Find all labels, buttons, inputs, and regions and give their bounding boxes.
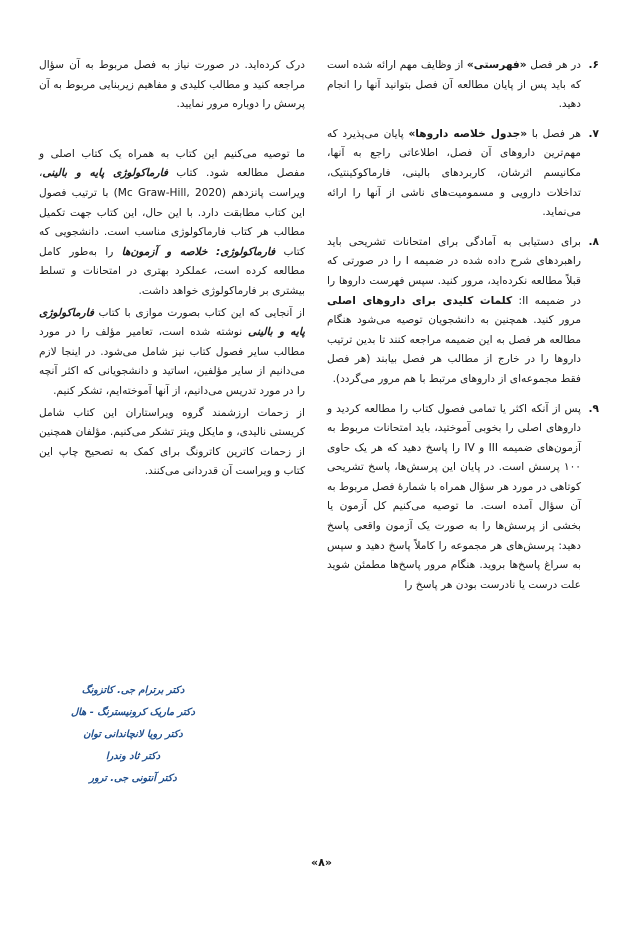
body-paragraph (39, 145, 305, 302)
text-run: در هر فصل (526, 59, 581, 71)
page-number: «۸» (311, 856, 332, 869)
numbered-item (327, 233, 599, 390)
bold-text: کلمات کلیدی برای داروهای اصلی (327, 294, 513, 307)
text-run: درک کرده‌اید. در صورت نیاز به فصل مربوط به آن سؤال مراجعه کنید و مطالب کلیدی و مفاهیم زیربنایی مربوط به آن پرسش را دوباره مرور نمایید. (39, 59, 305, 111)
text-run: نوشته شده است، تعامیر مؤلف را در مورد مطالب سایر فصول کتاب نیز شامل می‌شود. در اینجا لازم می‌دانیم از سایر مؤلفین، اساتید و دانشجویانی که اکثر آنچه را در مورد تدریس می‌دانیم، از آنها آموخته‌ایم، تشکر کنیم. (39, 326, 305, 397)
text-run: ما توصیه می‌کنیم این کتاب به همراه یک کتاب اصلی و مفصل مطالعه شود. کتاب (39, 147, 306, 180)
text-run: هر فصل با (527, 127, 582, 140)
item-number: ۶. (588, 59, 599, 71)
bold-text: «جدول خلاصه داروها» (408, 127, 528, 140)
emphasis-text: فارماکولوژی پایه و بالینی (42, 167, 168, 180)
bold-text: «فهرستی» (466, 59, 527, 71)
text-run: ، ویراست پانزدهم (Mc Graw-Hill, 2020) با ترتیب فصول این کتاب مطابقت دارد. با این حال، این کتاب جهت تکمیل مطالب هر کتاب فارماکولوژی مناسب است. دانشجویی که کتاب (39, 167, 306, 258)
text-run: از آنجایی که این کتاب بصورت موازی با کتاب (93, 306, 305, 319)
spacer (39, 115, 305, 145)
text-run: از زحمات ارزشمند گروه ویراستاران این کتاب شامل کریستی نالیدی، و مایکل ویتز تشکر می‌کنیم. مؤلفان همچنین از زحمات کاترین کاترونگ برای کمک به تصحیح چاپ این کتاب و ویراست آن قدردانی می‌کنند. (39, 406, 305, 478)
numbered-item (327, 56, 599, 115)
numbered-item (327, 125, 599, 223)
author-name: دکتر ماریک کرونیسترنگ - هال (71, 707, 195, 718)
spacer (327, 115, 599, 125)
left-column (39, 56, 305, 482)
item-number: ۷. (588, 127, 599, 140)
item-text (327, 125, 581, 223)
authors-signature (33, 680, 233, 790)
item-text (327, 400, 581, 596)
emphasis-text: فارماکولوژی: خلاصه و آزمون‌ها (121, 245, 276, 258)
author-name: دکتر برترام جی. کاتزونگ (81, 685, 185, 696)
body-paragraph (39, 56, 305, 115)
numbered-item (327, 400, 599, 596)
text-run: مرور کنید. همچنین به دانشجویان توصیه می‌شود هنگام مطالعه هر فصل به این ضمیمه مراجعه کنند تا بدین ترتیب داروها را در خارج از مطالب هر فصل بیابند (هر فصل فقط مجموعه‌ای از داروهای مرتبط با هم مرور می‌گردد). (327, 314, 581, 385)
body-paragraph (39, 404, 305, 482)
spacer (327, 223, 599, 233)
author-name: دکتر رویا لانچاندانی توان (83, 729, 183, 740)
author-name: دکتر آنتونی جی. ترور (89, 773, 177, 784)
item-text (327, 233, 581, 390)
text-run: برای دستیابی به آمادگی برای امتحانات تشریحی باید راهبردهای شرح داده شده در ضمیمه I را در صورتی که قبلاً مطالعه نکرده‌اید، مرور کنید. سپس فهرست داروها را در ضمیمه II: (327, 235, 581, 307)
text-run: پس از آنکه اکثر یا تمامی فصول کتاب را مطالعه کردید و داروهای اصلی را بخوبی آموختید، باید امتحانات مربوط به آزمون‌های ضمیمه III و IV را پاسخ دهید که هر یک حاوی ۱۰۰ پرسش است. در پایان این پرسش‌ها، پاسخ تشریحی کوتاهی در مورد هر سؤال همراه با شمارهٔ فصل مربوط به آن سؤال آمده است. ما توصیه می‌کنیم کل آزمون یا بخشی از پرسش‌ها را به صورت یک آزمون واقعی پاسخ دهید: پرسش‌های هر مجموعه را کاملاً پاسخ دهید و سپس به سراغ پاسخ‌ها بروید. هنگام مرور پاسخ‌ها مطمئن شوید علت درست یا نادرست بودن هر پاسخ را (327, 402, 581, 591)
text-run: پایان می‌پذیرد که مهم‌ترین داروهای آن فصل، اطلاعاتی راجع به آنها، مکانیسم اثرشان، کاربردهای بالینی، فارماکوکینتیک، تداخلات دارویی و مسمومیت‌های ناشی از آنها را ارائه می‌نماید. (327, 127, 581, 219)
item-number: ۹. (588, 402, 599, 415)
body-paragraph (39, 304, 305, 402)
author-name: دکتر ثاد وندرا (105, 751, 161, 762)
right-column (327, 56, 599, 595)
item-text (327, 56, 581, 115)
emphasis-text: فارماکولوژی پایه و بالینی (39, 306, 305, 339)
item-number: ۸. (588, 235, 599, 248)
spacer (327, 390, 599, 400)
text-run: از وظایف مهم ارائه شده است که باید پس از پایان مطالعه آن فصل بتوانید آنها را انجام دهید. (327, 59, 581, 111)
text-run: را به‌طور کامل مطالعه کرده است، عملکرد بهتری در امتحانات و تسلط بیشتری بر فارماکولوژی خواهد داشت. (39, 245, 305, 297)
